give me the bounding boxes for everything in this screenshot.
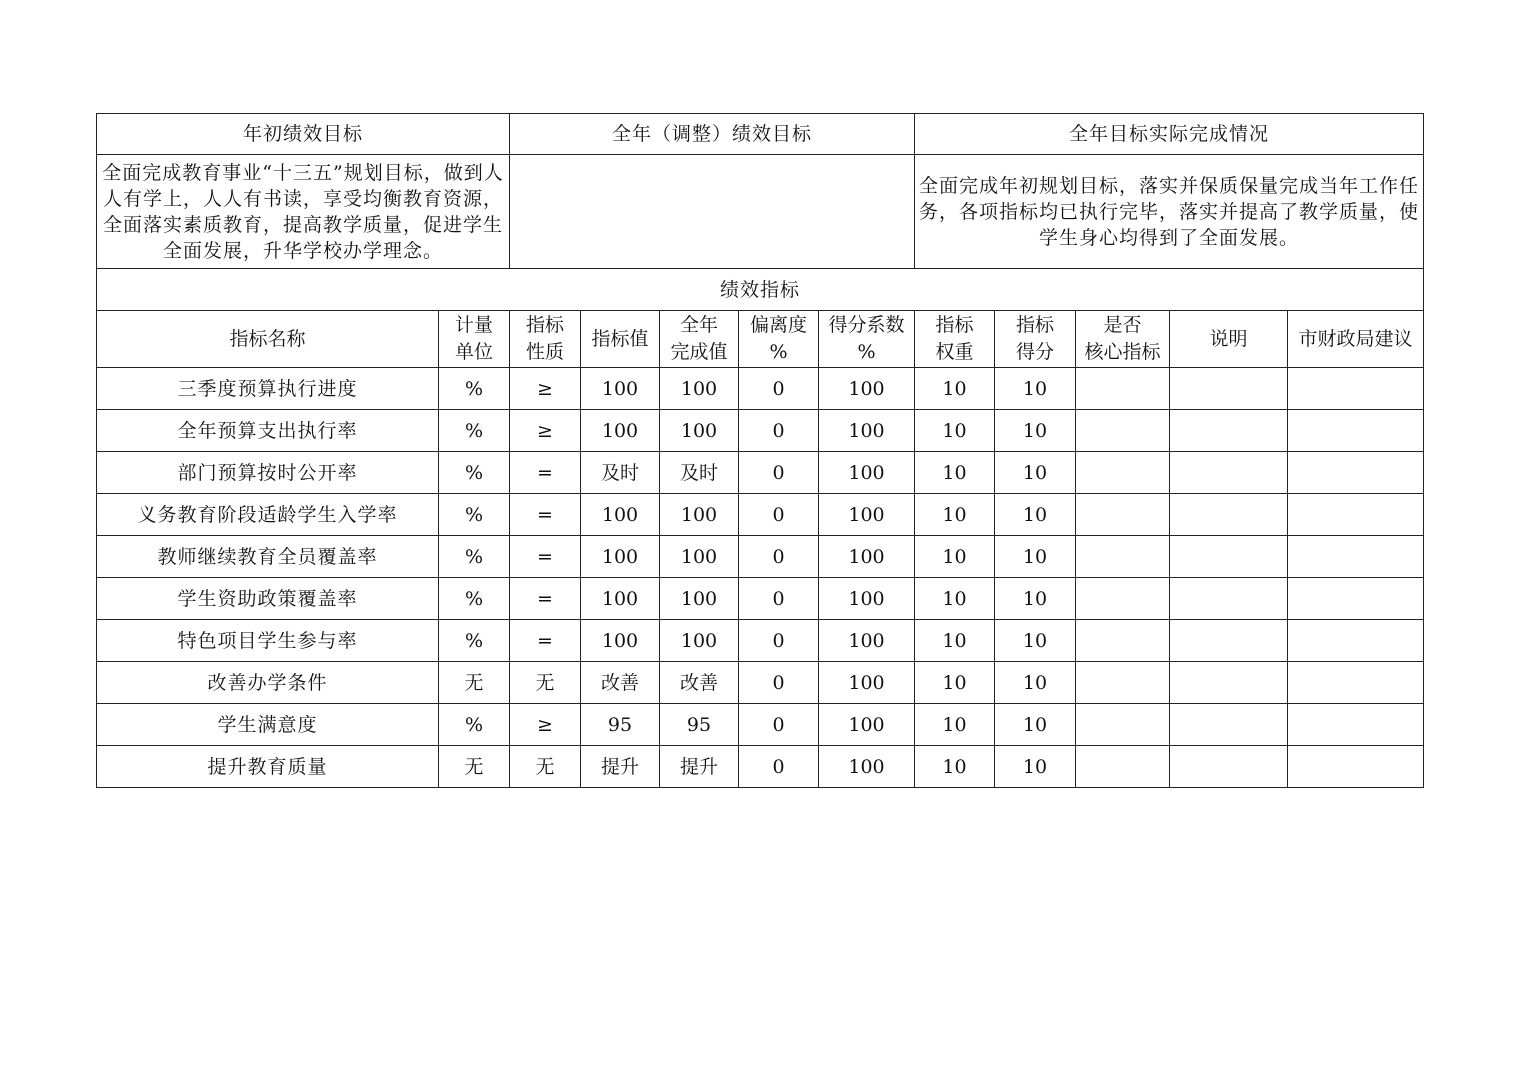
col-header-value: 指标值 <box>581 311 660 368</box>
cell-coef: 100 <box>819 410 915 452</box>
cell-advice <box>1288 494 1424 536</box>
cell-value: 提升 <box>581 746 660 788</box>
cell-completed: 提升 <box>660 746 739 788</box>
cell-score: 10 <box>995 704 1076 746</box>
cell-note <box>1170 662 1288 704</box>
table-row <box>97 746 1424 788</box>
goals-header-row <box>97 114 1424 155</box>
cell-value: 及时 <box>581 452 660 494</box>
cell-coef: 100 <box>819 578 915 620</box>
cell-weight: 10 <box>915 620 995 662</box>
cell-note <box>1170 746 1288 788</box>
cell-name: 改善办学条件 <box>97 662 439 704</box>
cell-nature: = <box>510 578 581 620</box>
cell-core <box>1076 662 1170 704</box>
col-header-score: 指标 得分 <box>995 311 1076 368</box>
cell-score: 10 <box>995 368 1076 410</box>
col-header-unit: 计量 单位 <box>439 311 510 368</box>
col-header-deviation: 偏离度 % <box>739 311 819 368</box>
cell-unit: % <box>439 494 510 536</box>
cell-advice <box>1288 368 1424 410</box>
cell-weight: 10 <box>915 662 995 704</box>
cell-completed: 100 <box>660 578 739 620</box>
cell-completed: 改善 <box>660 662 739 704</box>
performance-table <box>96 113 1424 788</box>
cell-core <box>1076 452 1170 494</box>
cell-weight: 10 <box>915 746 995 788</box>
indicator-rows <box>97 368 1424 788</box>
cell-score: 10 <box>995 662 1076 704</box>
cell-score: 10 <box>995 494 1076 536</box>
cell-name: 提升教育质量 <box>97 746 439 788</box>
col-header-name: 指标名称 <box>97 311 439 368</box>
cell-weight: 10 <box>915 704 995 746</box>
cell-note <box>1170 494 1288 536</box>
col-header-weight: 指标 权重 <box>915 311 995 368</box>
cell-note <box>1170 620 1288 662</box>
cell-note <box>1170 704 1288 746</box>
cell-core <box>1076 578 1170 620</box>
table-row <box>97 704 1424 746</box>
cell-weight: 10 <box>915 578 995 620</box>
cell-nature: = <box>510 494 581 536</box>
cell-value: 100 <box>581 410 660 452</box>
cell-nature: ≥ <box>510 368 581 410</box>
cell-completed: 95 <box>660 704 739 746</box>
cell-score: 10 <box>995 746 1076 788</box>
cell-name: 特色项目学生参与率 <box>97 620 439 662</box>
col-header-coef: 得分系数 % <box>819 311 915 368</box>
col-header-advice: 市财政局建议 <box>1288 311 1424 368</box>
cell-advice <box>1288 746 1424 788</box>
cell-coef: 100 <box>819 452 915 494</box>
cell-note <box>1170 452 1288 494</box>
cell-nature: ≥ <box>510 704 581 746</box>
table-row <box>97 494 1424 536</box>
cell-name: 学生资助政策覆盖率 <box>97 578 439 620</box>
cell-completed: 100 <box>660 620 739 662</box>
cell-nature: ≥ <box>510 410 581 452</box>
cell-unit: % <box>439 368 510 410</box>
cell-score: 10 <box>995 620 1076 662</box>
cell-name: 三季度预算执行进度 <box>97 368 439 410</box>
cell-advice <box>1288 662 1424 704</box>
cell-core <box>1076 536 1170 578</box>
cell-core <box>1076 746 1170 788</box>
adjusted-goal-header: 全年（调整）绩效目标 <box>510 114 915 155</box>
cell-nature: 无 <box>510 746 581 788</box>
adjusted-goal-text <box>510 155 915 269</box>
cell-deviation: 0 <box>739 536 819 578</box>
cell-note <box>1170 410 1288 452</box>
cell-weight: 10 <box>915 536 995 578</box>
cell-deviation: 0 <box>739 620 819 662</box>
cell-score: 10 <box>995 410 1076 452</box>
column-header-row <box>97 311 1424 368</box>
cell-deviation: 0 <box>739 494 819 536</box>
cell-name: 教师继续教育全员覆盖率 <box>97 536 439 578</box>
cell-weight: 10 <box>915 368 995 410</box>
cell-core <box>1076 704 1170 746</box>
cell-unit: % <box>439 452 510 494</box>
table-row <box>97 452 1424 494</box>
section-title: 绩效指标 <box>97 269 1424 311</box>
cell-name: 部门预算按时公开率 <box>97 452 439 494</box>
cell-coef: 100 <box>819 704 915 746</box>
cell-name: 学生满意度 <box>97 704 439 746</box>
cell-core <box>1076 494 1170 536</box>
cell-core <box>1076 620 1170 662</box>
cell-completed: 100 <box>660 536 739 578</box>
cell-deviation: 0 <box>739 578 819 620</box>
goals-text-row <box>97 155 1424 269</box>
cell-unit: % <box>439 704 510 746</box>
cell-deviation: 0 <box>739 704 819 746</box>
table-row <box>97 662 1424 704</box>
cell-value: 100 <box>581 494 660 536</box>
cell-advice <box>1288 620 1424 662</box>
cell-advice <box>1288 578 1424 620</box>
cell-note <box>1170 368 1288 410</box>
cell-nature: = <box>510 452 581 494</box>
col-header-nature: 指标 性质 <box>510 311 581 368</box>
cell-nature: = <box>510 536 581 578</box>
table-row <box>97 536 1424 578</box>
table-row <box>97 578 1424 620</box>
cell-advice <box>1288 704 1424 746</box>
cell-unit: % <box>439 578 510 620</box>
actual-completion-header: 全年目标实际完成情况 <box>915 114 1424 155</box>
initial-goal-header: 年初绩效目标 <box>97 114 510 155</box>
table-row <box>97 410 1424 452</box>
cell-deviation: 0 <box>739 410 819 452</box>
cell-note <box>1170 536 1288 578</box>
cell-coef: 100 <box>819 494 915 536</box>
cell-deviation: 0 <box>739 662 819 704</box>
cell-score: 10 <box>995 536 1076 578</box>
cell-value: 改善 <box>581 662 660 704</box>
cell-completed: 100 <box>660 494 739 536</box>
table-row <box>97 368 1424 410</box>
cell-coef: 100 <box>819 620 915 662</box>
cell-completed: 100 <box>660 368 739 410</box>
cell-deviation: 0 <box>739 746 819 788</box>
cell-name: 义务教育阶段适龄学生入学率 <box>97 494 439 536</box>
cell-advice <box>1288 536 1424 578</box>
cell-weight: 10 <box>915 410 995 452</box>
section-title-row <box>97 269 1424 311</box>
cell-completed: 及时 <box>660 452 739 494</box>
cell-deviation: 0 <box>739 368 819 410</box>
initial-goal-text: 全面完成教育事业“十三五”规划目标，做到人人有学上，人人有书读，享受均衡教育资源，全面落实素质教育，提高教学质量，促进学生全面发展，升华学校办学理念。 <box>97 155 510 269</box>
cell-value: 95 <box>581 704 660 746</box>
col-header-note: 说明 <box>1170 311 1288 368</box>
cell-unit: 无 <box>439 662 510 704</box>
table-row <box>97 620 1424 662</box>
cell-unit: 无 <box>439 746 510 788</box>
cell-nature: = <box>510 620 581 662</box>
cell-nature: 无 <box>510 662 581 704</box>
cell-core <box>1076 410 1170 452</box>
cell-unit: % <box>439 536 510 578</box>
cell-advice <box>1288 452 1424 494</box>
cell-coef: 100 <box>819 536 915 578</box>
cell-coef: 100 <box>819 662 915 704</box>
cell-advice <box>1288 410 1424 452</box>
cell-completed: 100 <box>660 410 739 452</box>
cell-unit: % <box>439 620 510 662</box>
cell-name: 全年预算支出执行率 <box>97 410 439 452</box>
actual-completion-text: 全面完成年初规划目标，落实并保质保量完成当年工作任务，各项指标均已执行完毕，落实并提高了教学质量，使学生身心均得到了全面发展。 <box>915 155 1424 269</box>
cell-unit: % <box>439 410 510 452</box>
cell-coef: 100 <box>819 746 915 788</box>
cell-value: 100 <box>581 536 660 578</box>
col-header-completed: 全年 完成值 <box>660 311 739 368</box>
cell-deviation: 0 <box>739 452 819 494</box>
cell-weight: 10 <box>915 494 995 536</box>
cell-value: 100 <box>581 578 660 620</box>
cell-coef: 100 <box>819 368 915 410</box>
col-header-core: 是否 核心指标 <box>1076 311 1170 368</box>
cell-value: 100 <box>581 368 660 410</box>
cell-value: 100 <box>581 620 660 662</box>
cell-score: 10 <box>995 452 1076 494</box>
cell-weight: 10 <box>915 452 995 494</box>
cell-core <box>1076 368 1170 410</box>
cell-score: 10 <box>995 578 1076 620</box>
cell-note <box>1170 578 1288 620</box>
